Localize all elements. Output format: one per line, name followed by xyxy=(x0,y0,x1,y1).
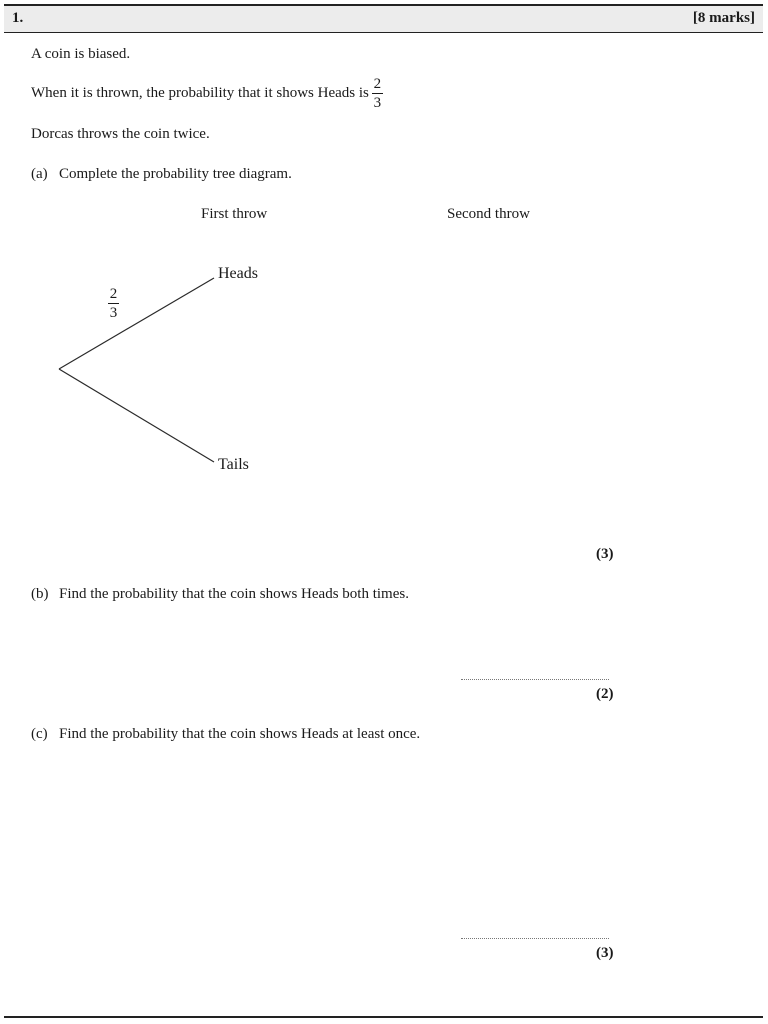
part-c-answer-line[interactable] xyxy=(461,938,609,939)
question-number: 1. xyxy=(12,10,24,26)
footer-rule xyxy=(4,1016,763,1018)
part-a-marks: (3) xyxy=(596,546,614,562)
tree-fraction-bar xyxy=(108,303,119,304)
part-b-marks: (2) xyxy=(596,686,614,702)
fraction-denominator: 3 xyxy=(373,95,382,111)
part-b-question xyxy=(31,586,409,603)
part-c-text: Find the probability that the coin shows Heads at least once. xyxy=(59,726,421,742)
tree-fraction-denominator: 3 xyxy=(109,305,118,321)
part-b-answer-line[interactable] xyxy=(461,679,609,680)
fraction-numerator: 2 xyxy=(373,76,382,92)
tree-fraction-numerator: 2 xyxy=(109,286,118,302)
total-marks: [8 marks] xyxy=(692,10,755,26)
column-heading-second-throw: Second throw xyxy=(447,206,530,222)
tree-branch-tails xyxy=(59,369,214,462)
tree-branch-heads xyxy=(59,278,214,369)
intro-line-1: A coin is biased. xyxy=(31,46,131,62)
intro-line-2-text: When it is thrown, the probability that it shows Heads is xyxy=(31,85,369,101)
tree-heads-probability xyxy=(108,286,119,321)
part-b-label: (b) xyxy=(31,586,49,602)
part-c-label: (c) xyxy=(31,726,48,742)
intro-line-3: Dorcas throws the coin twice. xyxy=(31,126,210,142)
part-a-text: Complete the probability tree diagram. xyxy=(59,166,292,182)
tree-label-heads: Heads xyxy=(218,265,258,282)
column-heading-first-throw: First throw xyxy=(201,206,268,222)
part-a-label: (a) xyxy=(31,166,48,182)
part-c-question xyxy=(31,726,420,743)
part-c-marks: (3) xyxy=(596,945,614,961)
part-b-text: Find the probability that the coin shows Heads both times. xyxy=(59,586,409,602)
tree-label-tails: Tails xyxy=(218,456,249,473)
